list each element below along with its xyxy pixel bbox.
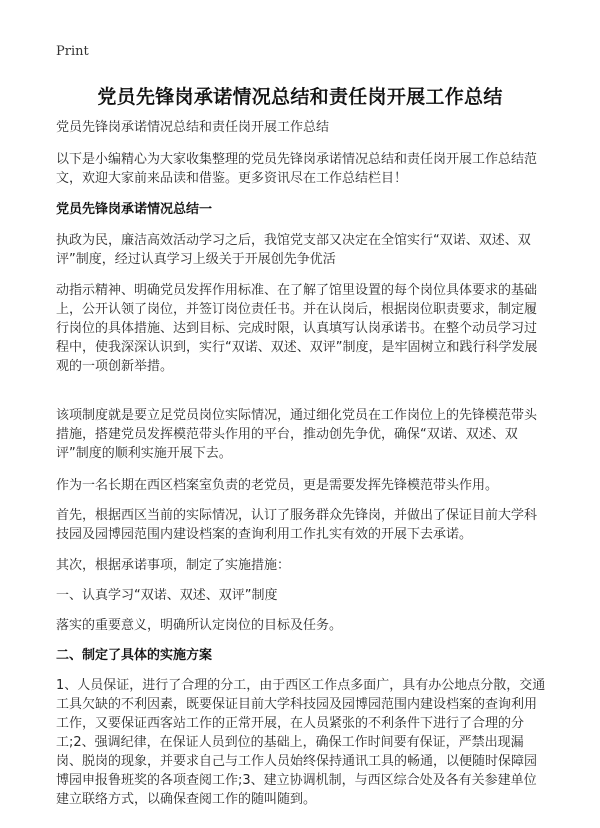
intro-paragraph: 以下是小编精心为大家收集整理的党员先锋岗承诺情况总结和责任岗开展工作总结范文，欢迎大家前来品读和借鉴。更多资讯尽在工作总结栏目！ — [56, 152, 538, 186]
document-title: 党员先锋岗承诺情况总结和责任岗开展工作总结 — [97, 86, 503, 108]
paragraph-1: 执政为民，廉洁高效活动学习之后，我馆党支部又决定在全馆实行“双诺、双述、双评”制度，经过认真学习上级关于开展创先争优活 — [56, 233, 531, 267]
section-heading-1: 党员先锋岗承诺情况总结一 — [56, 202, 213, 217]
section-heading-2: 二、制定了具体的实施方案 — [56, 648, 213, 663]
paragraph-9: 1、人员保证，进行了合理的分工，由于西区工作点多面广，具有办公地点分散，交通工具欠缺的不利因素，既要保证目前大学科技园及园博园范围内建设档案的查询利用工作，又要保证西客站工作的正常开展，在人员紧张的不利条件下进行了合理的分工;2、强调纪律，在保证人员到位的基础上，确保工作时间要有保证，严禁出现漏岗、脱岗的现象，并要求自己与工作人员始终保持通讯工具的畅通，以便随时保障园博园申报鲁班奖的各项查阅工作;3、建立协调机制，与西区综合处及各有关参建单位建立联络方式，以确保查阅工作的随叫随到。 — [56, 678, 546, 807]
paragraph-5: 首先，根据西区当前的实际情况，认订了服务群众先锋岗，并做出了保证目前大学科技园及园博园范围内建设档案的查询利用工作扎实有效的开展下去承诺。 — [56, 508, 538, 542]
paragraph-8: 落实的重要意义，明确所认定岗位的目标及任务。 — [56, 618, 343, 633]
paragraph-2: 动指示精神、明确党员发挥作用标准、在了解了馆里设置的每个岗位具体要求的基础上，公开认领了岗位，并签订岗位责任书。并在认岗后，根据岗位职责要求，制定履行岗位的具体措施、达到目标、完成时限，认真填写认岗承诺书。在整个动员学习过程中，使我深深认识到，实行“双诺、双述、双评”制度，是牢固树立和践行科学发展观的一项创新举措。 — [56, 283, 538, 374]
paragraph-6: 其次，根据承诺事项，制定了实施措施： — [56, 558, 291, 573]
subtitle-paragraph: 党员先锋岗承诺情况总结和责任岗开展工作总结 — [56, 120, 330, 135]
print-label: Print — [56, 44, 89, 59]
paragraph-7: 一、认真学习“双诺、双述、双评”制度 — [56, 588, 278, 603]
paragraph-4: 作为一名长期在西区档案室负责的老党员，更是需要发挥先锋模范带头作用。 — [56, 478, 499, 493]
paragraph-3: 该项制度就是要立足党员岗位实际情况，通过细化党员在工作岗位上的先锋模范带头措施，搭建党员发挥模范带头作用的平台，推动创先争优，确保“双诺、双述、双评”制度的顺利实施开展下去。 — [56, 408, 538, 461]
